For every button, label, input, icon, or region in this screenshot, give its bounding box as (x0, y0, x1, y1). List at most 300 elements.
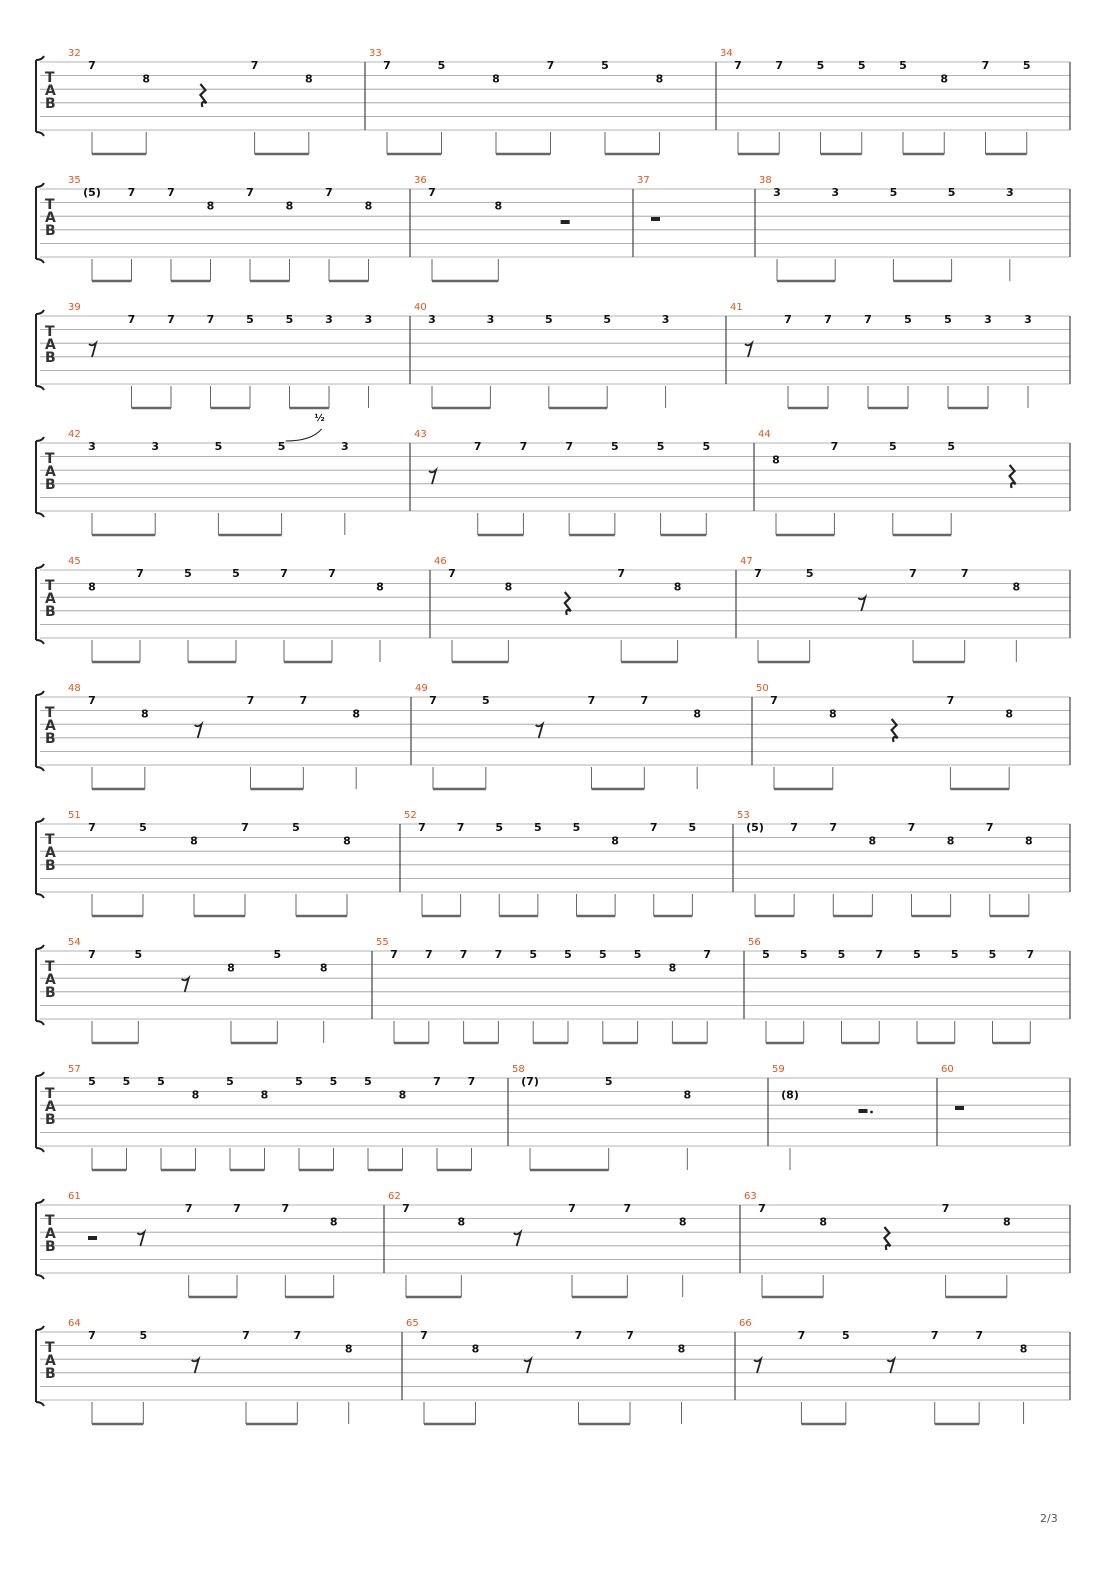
fret-number: 7 (975, 1329, 983, 1342)
fret-number: 8 (141, 707, 149, 721)
tab-system (36, 1064, 1070, 1170)
tab-clef-letter: B (45, 95, 56, 112)
fret-number: 7 (770, 694, 778, 707)
fret-number: 5 (988, 948, 997, 961)
fret-number: 8 (1005, 707, 1014, 721)
fret-number: 8 (471, 1342, 480, 1356)
fret-number: 5 (656, 440, 665, 453)
fret-number: 3 (1024, 313, 1032, 326)
fret-number: 7 (429, 694, 437, 707)
fret-number: 7 (981, 59, 990, 72)
fret-number: 8 (344, 1342, 353, 1356)
fret-number: 7 (473, 440, 482, 453)
tab-clef-letter: A (45, 717, 56, 734)
fret-number: 3 (1005, 186, 1014, 199)
fret-number: 8 (1012, 580, 1021, 594)
fret-number: 5 (246, 313, 254, 326)
fret-number: 8 (1025, 834, 1033, 848)
fret-number: 7 (775, 59, 784, 72)
measure-number: 50 (756, 683, 769, 694)
tab-clef-letter: B (45, 1238, 56, 1255)
fret-number: 5 (944, 313, 952, 326)
tab-clef-letter: T (45, 578, 55, 594)
measure (68, 1064, 475, 1170)
fret-number: 5 (816, 59, 825, 72)
fret-number: 7 (241, 821, 249, 834)
quarter-rest (884, 1227, 890, 1250)
fret-number: 8 (1002, 1215, 1011, 1229)
fret-number: 5 (888, 440, 897, 453)
measure-number: 66 (739, 1318, 752, 1329)
fret-number: 5 (611, 440, 619, 453)
measure (404, 810, 696, 916)
system-bracket (36, 945, 44, 1025)
measure-number: 35 (68, 175, 81, 186)
tab-clef-letter: B (45, 857, 56, 874)
fret-number: 7 (281, 1202, 290, 1215)
tab-clef-letter: T (45, 1086, 55, 1102)
fret-number: 3 (88, 440, 96, 453)
fret-number: 7 (930, 1329, 939, 1342)
fret-number: 5 (226, 1075, 234, 1088)
measure (941, 1064, 964, 1110)
fret-number: 7 (568, 1202, 576, 1215)
measure (414, 429, 710, 535)
measure-number: 53 (737, 810, 750, 821)
measure (68, 175, 372, 281)
eighth-rest (182, 978, 189, 992)
fret-number: 5 (857, 59, 866, 72)
measure-number: 38 (759, 175, 772, 186)
fret-number: 7 (640, 694, 649, 707)
whole-rest (955, 1106, 964, 1110)
fret-number: 7 (383, 59, 391, 72)
eighth-rest (192, 1359, 199, 1373)
fret-number: 7 (907, 821, 916, 834)
measure-number: 62 (388, 1191, 401, 1202)
measure (68, 556, 384, 662)
tab-clef-letter: T (45, 197, 55, 213)
fret-number: 8 (673, 580, 682, 594)
fret-number: 5 (702, 440, 711, 453)
fret-number: 8 (260, 1088, 269, 1102)
fret-number: 8 (191, 1088, 200, 1102)
eighth-rest (536, 724, 543, 738)
fret-number: 3 (340, 440, 349, 453)
tab-clef-letter: B (45, 730, 56, 747)
fret-number: 7 (824, 313, 832, 326)
measure (406, 1318, 685, 1424)
fret-number: 5 (88, 1075, 96, 1088)
fret-number: 8 (946, 834, 955, 848)
fret-number: 7 (246, 694, 255, 707)
fret-number: 7 (758, 1202, 766, 1215)
fret-number: 7 (754, 567, 762, 580)
fret-number: 5 (292, 821, 300, 834)
fret-number: 5 (544, 313, 553, 326)
fret-number: 8 (304, 72, 313, 86)
measure (730, 302, 1032, 408)
fret-number: 5 (950, 948, 959, 961)
measure (68, 937, 327, 1043)
fret-number: 7 (246, 186, 254, 199)
fret-number: 5 (564, 948, 572, 961)
measure-number: 40 (414, 302, 427, 313)
fret-number: 8 (88, 580, 96, 594)
fret-number: 5 (947, 186, 956, 199)
tab-clef-letter: A (45, 590, 56, 607)
measure-number: 65 (406, 1318, 419, 1329)
system-bracket (36, 564, 44, 644)
fret-number: 8 (376, 580, 384, 594)
fret-number: 7 (88, 948, 96, 961)
fret-number: 8 (772, 453, 780, 467)
measure (68, 413, 349, 535)
fret-number: 7 (127, 313, 136, 326)
fret-number: 8 (206, 199, 215, 213)
quarter-rest (200, 84, 206, 107)
tab-system (36, 937, 1070, 1043)
tab-clef-letter: A (45, 209, 56, 226)
fret-number: 5 (139, 821, 147, 834)
system-bracket (36, 56, 44, 136)
fret-number: 7 (433, 1075, 441, 1088)
measure (756, 683, 1013, 789)
measure (414, 175, 570, 281)
fret-number: 7 (418, 821, 426, 834)
fret-number: 7 (565, 440, 573, 453)
tab-clef-letter: A (45, 971, 56, 988)
measure (68, 683, 360, 789)
measure (376, 937, 711, 1043)
tab-clef-letter: A (45, 844, 56, 861)
measure-number: 55 (376, 937, 389, 948)
fret-number: 8 (668, 961, 677, 975)
half-rest (88, 1236, 97, 1240)
fret-number: 5 (633, 948, 642, 961)
quarter-rest (565, 592, 571, 615)
measure (68, 1318, 352, 1424)
tab-clef-letter: T (45, 832, 55, 848)
whole-rest (651, 217, 660, 221)
eighth-rest (89, 343, 96, 357)
fret-number: 3 (486, 313, 495, 326)
measure-number: 48 (68, 683, 81, 694)
tab-system (36, 556, 1070, 662)
fret-number: 8 (142, 72, 151, 86)
fret-number: 7 (734, 59, 742, 72)
fret-number: 7 (250, 59, 259, 72)
fret-number: 7 (617, 567, 626, 580)
fret-number: 5 (482, 694, 490, 707)
tab-system (36, 48, 1070, 154)
fret-number: 7 (459, 948, 468, 961)
eighth-rest (195, 724, 202, 738)
fret-number: 7 (946, 694, 955, 707)
fret-number: 7 (649, 821, 658, 834)
tab-clef-letter: B (45, 603, 56, 620)
fret-number: 5 (572, 821, 581, 834)
measure (68, 48, 313, 154)
measure (720, 48, 1031, 154)
fret-number: 5 (1022, 59, 1031, 72)
fret-number: 7 (280, 567, 288, 580)
bend-amount: ½ (314, 413, 325, 424)
fret-number: 5 (214, 440, 223, 453)
fret-number: 5 (273, 948, 282, 961)
measure-number: 33 (369, 48, 382, 59)
fret-number: 8 (677, 1342, 686, 1356)
fret-number: 5 (805, 567, 814, 580)
fret-number: 5 (184, 567, 192, 580)
eighth-rest (137, 1232, 144, 1246)
measure-number: 58 (512, 1064, 525, 1075)
fret-number: 8 (1019, 1342, 1028, 1356)
fret-number: 5 (495, 821, 504, 834)
tab-clef-letter: A (45, 1352, 56, 1369)
fret-number: 8 (190, 834, 198, 848)
fret-number: 5 (688, 821, 697, 834)
quarter-rest (1010, 465, 1016, 488)
fret-number: 5 (899, 59, 907, 72)
fret-number: 7 (88, 59, 96, 72)
fret-number: 7 (325, 186, 333, 199)
fret-number: 7 (328, 567, 336, 580)
eighth-rest (524, 1359, 531, 1373)
tab-clef-letter: T (45, 324, 55, 340)
tab-system (36, 302, 1070, 408)
system-bracket (36, 437, 44, 517)
eighth-rest (754, 1359, 761, 1373)
fret-number: 5 (799, 948, 808, 961)
system-bracket (36, 310, 44, 390)
measure (739, 1318, 1027, 1424)
fret-number: 5 (529, 948, 538, 961)
measure-number: 54 (68, 937, 81, 948)
fret-number: 5 (762, 948, 770, 961)
tab-clef-letter: B (45, 349, 56, 366)
fret-number: 7 (167, 186, 175, 199)
half-rest (859, 1109, 868, 1113)
fret-number: 7 (864, 313, 872, 326)
measure-number: 43 (414, 429, 427, 440)
tab-system (36, 175, 1070, 281)
fret-number: 7 (456, 821, 465, 834)
fret-number: 7 (206, 313, 215, 326)
fret-number: 8 (683, 1088, 692, 1102)
tab-clef-letter: B (45, 222, 56, 239)
fret-number: 3 (984, 313, 992, 326)
tab-clef-letter: T (45, 1213, 55, 1229)
fret-number: 3 (364, 313, 373, 326)
tab-clef-letter: T (45, 959, 55, 975)
tab-clef-letter: T (45, 70, 55, 86)
fret-number: 7 (830, 440, 839, 453)
measure-number: 59 (772, 1064, 785, 1075)
measure (388, 1191, 686, 1297)
fret-number: 7 (829, 821, 838, 834)
measure-number: 52 (404, 810, 417, 821)
measure-number: 36 (414, 175, 427, 186)
measure (759, 175, 1014, 281)
half-rest (561, 220, 570, 224)
system-bracket (36, 1199, 44, 1279)
fret-number: 7 (626, 1329, 634, 1342)
fret-number: 7 (88, 694, 96, 707)
measure-number: 64 (68, 1318, 81, 1329)
fret-number: 8 (678, 1215, 687, 1229)
tab-clef-letter: A (45, 336, 56, 353)
fret-number: 7 (127, 186, 136, 199)
tab-clef-letter: T (45, 705, 55, 721)
fret-number: 5 (534, 821, 542, 834)
fret-number: 7 (428, 186, 436, 199)
fret-number: 7 (546, 59, 555, 72)
fret-number: 5 (842, 1329, 850, 1342)
tab-clef-letter: T (45, 451, 55, 467)
fret-number: (7) (521, 1075, 539, 1088)
system-bracket (36, 183, 44, 263)
measure (68, 302, 372, 408)
fret-number: 8 (343, 834, 351, 848)
tab-system (36, 1318, 1070, 1424)
fret-number: 8 (828, 707, 837, 721)
eighth-rest (887, 1359, 894, 1373)
fret-number: 5 (295, 1075, 303, 1088)
fret-number: 8 (611, 834, 619, 848)
fret-number: 8 (940, 72, 949, 86)
fret-number: 5 (122, 1075, 131, 1088)
fret-number: 7 (448, 567, 456, 580)
tab-clef-letter: A (45, 1098, 56, 1115)
measure (637, 175, 660, 221)
fret-number: 8 (819, 1215, 828, 1229)
fret-number: 7 (293, 1329, 302, 1342)
fret-number: 7 (960, 567, 969, 580)
measure-number: 63 (744, 1191, 757, 1202)
fret-number: 7 (985, 821, 994, 834)
bend-curve (286, 429, 322, 441)
fret-number: 8 (693, 707, 701, 721)
fret-number: 7 (941, 1202, 950, 1215)
system-bracket (36, 1072, 44, 1152)
fret-number: 7 (587, 694, 596, 707)
tab-system (36, 1191, 1070, 1297)
measure (415, 683, 701, 789)
measure (758, 429, 1016, 535)
fret-number: 5 (837, 948, 846, 961)
measure-number: 47 (740, 556, 753, 567)
measure (744, 1191, 1011, 1297)
fret-number: 5 (364, 1075, 372, 1088)
measure-number: 51 (68, 810, 81, 821)
measure (68, 810, 351, 916)
fret-number: 8 (492, 72, 500, 86)
fret-number: 8 (494, 199, 503, 213)
fret-number: 5 (157, 1075, 165, 1088)
measure-number: 61 (68, 1191, 81, 1202)
fret-number: 7 (875, 948, 884, 961)
measure-number: 60 (941, 1064, 954, 1075)
measure-number: 45 (68, 556, 81, 567)
fret-number: (5) (746, 821, 764, 834)
measure-number: 41 (730, 302, 743, 313)
fret-number: 8 (868, 834, 877, 848)
fret-number: 5 (437, 59, 446, 72)
eighth-rest (429, 470, 436, 484)
measure (434, 556, 681, 662)
fret-number: 5 (139, 1329, 148, 1342)
measure (512, 1064, 691, 1170)
fret-number: 5 (947, 440, 956, 453)
fret-number: 7 (494, 948, 503, 961)
fret-number: 7 (1026, 948, 1035, 961)
rest-dot (870, 1111, 873, 1114)
measure (772, 1064, 873, 1170)
quarter-rest (892, 719, 898, 742)
fret-number: 7 (574, 1329, 583, 1342)
measure-number: 34 (720, 48, 733, 59)
fret-number: 8 (504, 580, 513, 594)
fret-number: 3 (773, 186, 781, 199)
tab-system (36, 683, 1070, 789)
measure-number: 32 (68, 48, 81, 59)
eighth-rest (745, 343, 752, 357)
tab-clef-letter: A (45, 463, 56, 480)
fret-number: 5 (329, 1075, 338, 1088)
measure-number: 49 (415, 683, 428, 694)
fret-number: 5 (277, 440, 286, 453)
measure (369, 48, 663, 154)
fret-number: 5 (285, 313, 294, 326)
fret-number: 5 (603, 313, 612, 326)
fret-number: 7 (167, 313, 175, 326)
measure-number: 39 (68, 302, 81, 313)
fret-number: (5) (83, 186, 101, 199)
fret-number: 3 (428, 313, 436, 326)
fret-number: 3 (151, 440, 160, 453)
tab-clef-letter: B (45, 476, 56, 493)
fret-number: 7 (184, 1202, 193, 1215)
fret-number: 3 (661, 313, 670, 326)
fret-number: 7 (299, 694, 308, 707)
measure (748, 937, 1034, 1043)
fret-number: 5 (904, 313, 912, 326)
measure (414, 302, 669, 408)
tab-clef-letter: B (45, 1365, 56, 1382)
fret-number: 7 (424, 948, 433, 961)
tab-clef-letter: T (45, 1340, 55, 1356)
fret-number: 5 (134, 948, 143, 961)
fret-number: 8 (319, 961, 328, 975)
fret-number: 7 (420, 1329, 428, 1342)
measure (737, 810, 1033, 916)
fret-number: 8 (227, 961, 235, 975)
fret-number: 8 (364, 199, 373, 213)
fret-number: 5 (889, 186, 898, 199)
fret-number: 5 (913, 948, 921, 961)
measure-number: 46 (434, 556, 447, 567)
eighth-rest (514, 1232, 521, 1246)
fret-number: 7 (909, 567, 917, 580)
fret-number: 5 (601, 59, 609, 72)
fret-number: (8) (781, 1088, 799, 1102)
fret-number: 7 (797, 1329, 806, 1342)
fret-number: 7 (402, 1202, 410, 1215)
fret-number: 3 (831, 186, 840, 199)
measure-number: 44 (758, 429, 771, 440)
fret-number: 7 (623, 1202, 632, 1215)
